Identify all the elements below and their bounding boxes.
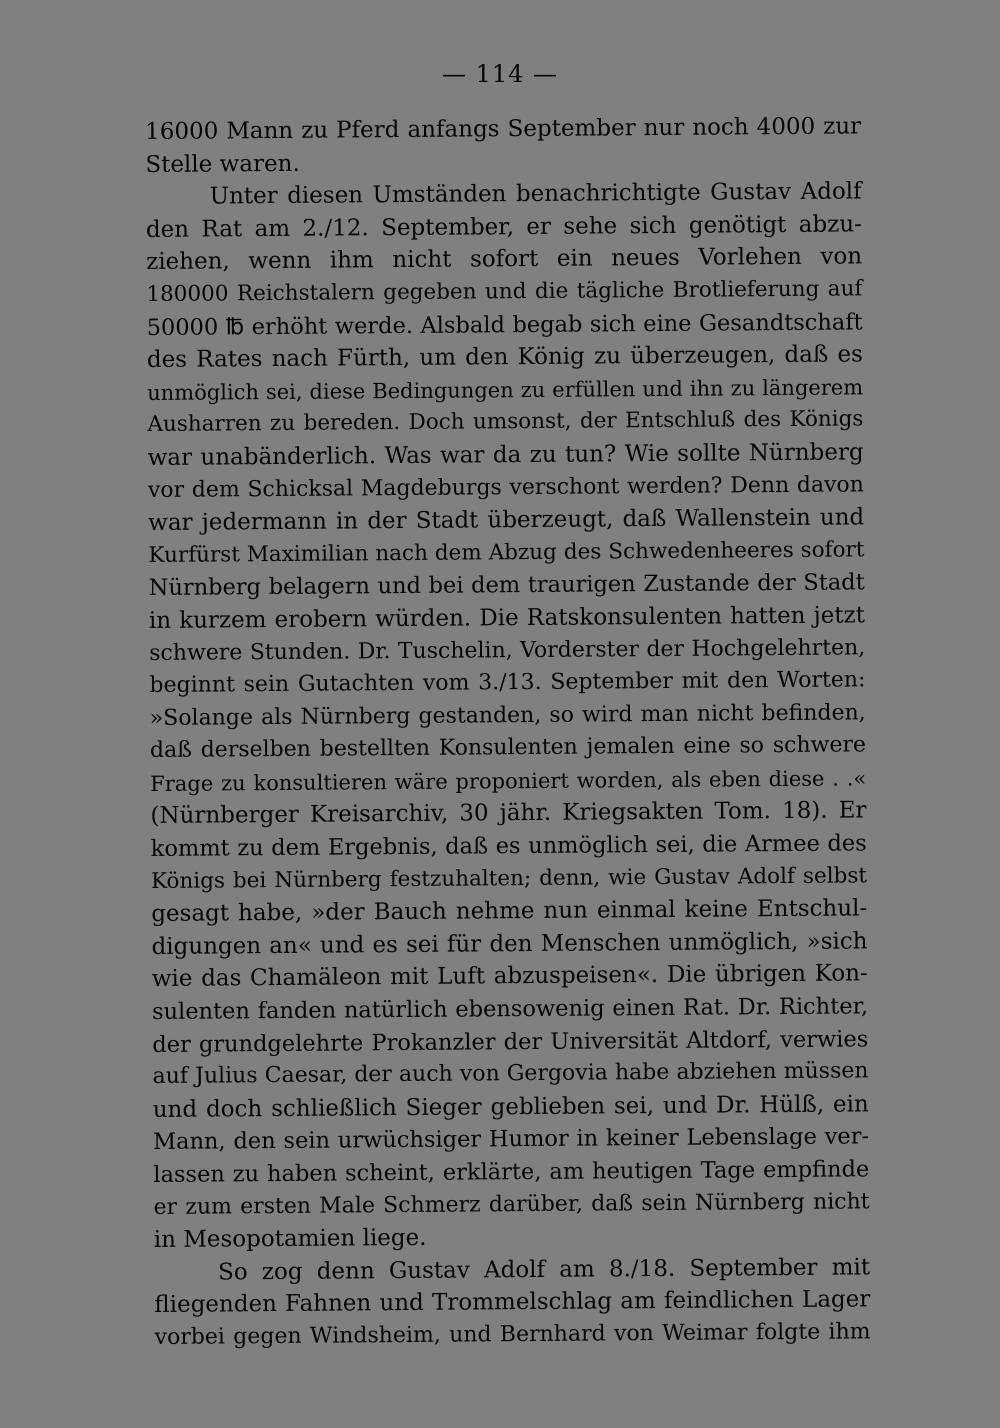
text-line: des Rates nach Fürth, um den König zu überzeugen, daß es (146, 341, 863, 374)
text-line: auf Julius Caesar, der auch von Gergovia habe abziehen müssen (152, 1058, 869, 1090)
text-line: 50000 ℔ erhöht werde. Alsbald begab sich eine Gesandtschaft (146, 308, 863, 341)
text-line: den Rat am 2./12. September, er sehe sich genötigt abzu- (145, 211, 862, 243)
text-line: 180000 Reichstalern gegeben und die tägliche Brotlieferung auf (146, 276, 863, 307)
text-line: schwere Stunden. Dr. Tuschelin, Vorderster der Hochgelehrten, (149, 634, 866, 666)
text-line: in Mesopotamien liege. (153, 1225, 427, 1254)
text-line: Königs bei Nürnberg festzuhalten; denn, wie Gustav Adolf selbst (150, 863, 868, 894)
text-line: und doch schließlich Sieger geblieben sei, und Dr. Hülß, ein (152, 1091, 869, 1123)
text-line: Kurfürst Maximilian nach dem Abzug des Schwedenheeres sofort (148, 537, 865, 568)
text-line: Unter diesen Umständen benachrichtigte Gustav Adolf (209, 178, 862, 210)
text-line: unmöglich sei, diese Bedingungen zu erfüllen und ihn zu längerem (147, 375, 864, 405)
text-line: Nürnberg belagern und bei dem traurigen Zustande der Stadt (148, 569, 865, 602)
text-line: war unabänderlich. Was war da zu tun? Wie sollte Nürnberg (147, 439, 864, 471)
text-line: (Nürnberger Kreisarchiv, 30 jähr. Kriegsakten Tom. 18). Er (150, 797, 867, 830)
page-number-header: — 114 — (441, 60, 559, 88)
text-line: fliegenden Fahnen und Trommelschlag am feindlichen Lager (154, 1286, 871, 1319)
body-text (145, 110, 871, 1354)
text-line: 16000 Mann zu Pferd anfangs September nur noch 4000 zur (145, 113, 862, 145)
text-line: in kurzem erobern würden. Die Ratskonsulenten hatten jetzt (148, 602, 866, 634)
text-line: Ausharren zu bereden. Doch umsonst, der Entschluß des Königs (147, 406, 864, 438)
text-line: Stelle waren. (145, 150, 300, 178)
text-line: digungen an« und es sei für den Menschen unmöglich, »sich (151, 928, 868, 960)
text-line: kommt zu dem Ergebnis, daß es unmöglich sei, die Armee des (150, 830, 867, 863)
text-line: vor dem Schicksal Magdeburgs verschont werden? Denn davon (147, 471, 865, 503)
text-line: wie das Chamäleon mit Luft abzuspeisen«. Die übrigen Kon- (151, 960, 868, 993)
text-line: »Solange als Nürnberg gestanden, so wird man nicht befinden, (149, 700, 866, 731)
text-line: Mann, den sein urwüchsiger Humor in keiner Lebenslage ver- (152, 1123, 870, 1156)
text-line: gesagt habe, »der Bauch nehme nun einmal keine Entschul- (151, 895, 868, 928)
text-line: vorbei gegen Windsheim, und Bernhard von Weimar folgte ihm (154, 1319, 871, 1350)
text-line: er zum ersten Male Schmerz darüber, daß sein Nürnberg nicht (153, 1188, 870, 1220)
text-line: beginnt sein Gutachten vom 3./13. September mit den Worten: (149, 667, 866, 699)
text-line: lassen zu haben scheint, erklärte, am heutigen Tage empfinde (153, 1156, 870, 1188)
text-line: daß derselben bestellten Konsulenten jemalen eine so schwere (149, 732, 867, 764)
text-line: ziehen, wenn ihm nicht sofort ein neues Vorlehen von (146, 243, 863, 276)
text-line: der grundgelehrte Prokanzler der Universität Altdorf, verwies (152, 1025, 869, 1058)
text-line: Frage zu konsultieren wäre proponiert worden, als eben diese . .« (150, 766, 867, 796)
text-line: sulenten fanden natürlich ebensowenig einen Rat. Dr. Richter, (151, 993, 869, 1026)
text-line: war jedermann in der Stadt überzeugt, daß Wallenstein und (148, 504, 865, 537)
text-line: So zog denn Gustav Adolf am 8./18. September mit (217, 1254, 871, 1286)
